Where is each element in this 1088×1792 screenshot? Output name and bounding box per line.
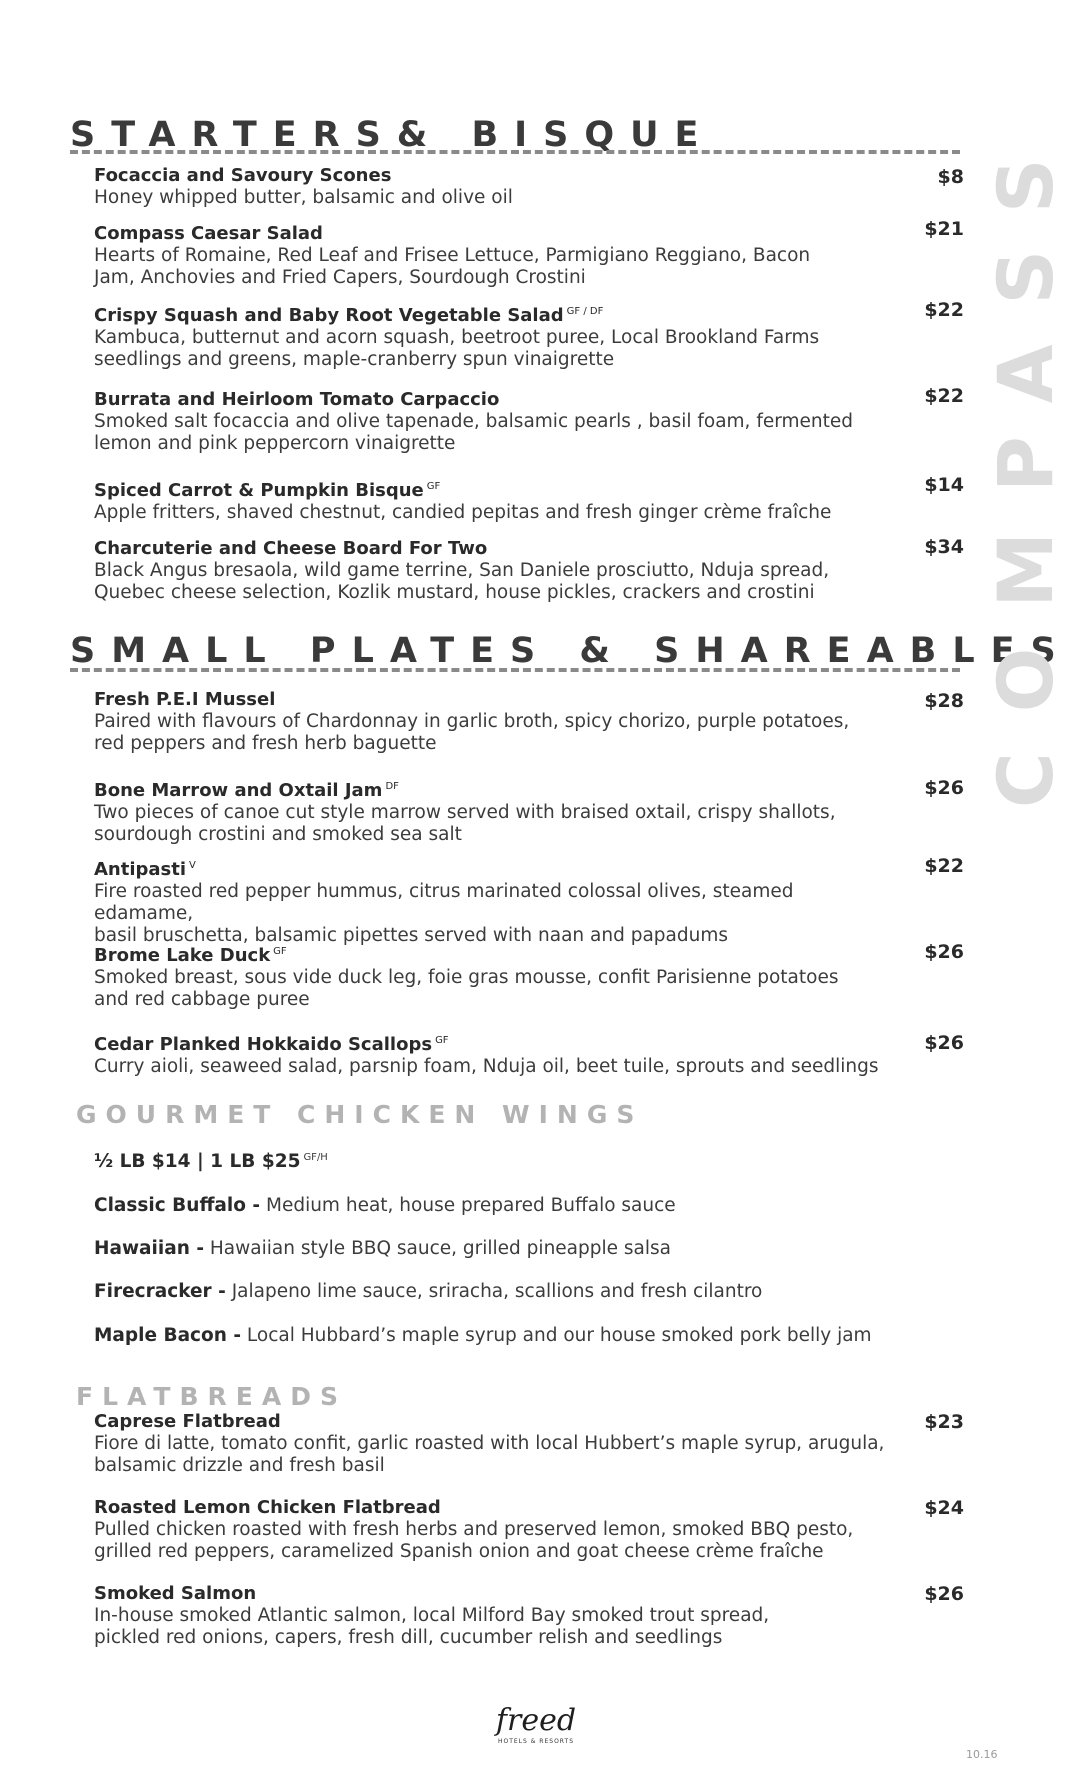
item-price: $26 <box>924 941 964 963</box>
item-description: Black Angus bresaola, wild game terrine, San Daniele prosciutto, Nduja spread, Quebec cheese selection, Kozlik mustard, house pickles, crackers and crostini <box>94 560 830 603</box>
item-price: $14 <box>924 474 964 496</box>
section-title-wings: GOURMET CHICKEN WINGS <box>76 1100 644 1129</box>
wing-flavour: Classic Buffalo - Medium heat, house prepared Buffalo sauce <box>94 1195 676 1216</box>
wings-pricing: ½ LB $14 | 1 LB $25 $^{GF/H}$ <box>94 1151 328 1172</box>
item-price: $22 <box>924 299 964 321</box>
item-name: Antipasti $^V$ <box>94 859 196 880</box>
item-name: Charcuterie and Cheese Board For Two <box>94 538 488 559</box>
item-name: Smoked Salmon <box>94 1583 257 1604</box>
item-description: Pulled chicken roasted with fresh herbs and preserved lemon, smoked BBQ pesto, grilled red peppers, caramelized Spanish onion and goat cheese crème fraîche <box>94 1519 854 1562</box>
item-name: Cedar Planked Hokkaido Scallops $^{GF}$ <box>94 1034 449 1055</box>
item-name: Brome Lake Duck $^{GF}$ <box>94 945 287 966</box>
item-name: Roasted Lemon Chicken Flatbread <box>94 1497 441 1518</box>
item-price: $26 <box>924 1583 964 1605</box>
dietary-tag: GF <box>426 481 441 492</box>
item-price: $24 <box>924 1497 964 1519</box>
item-price: $34 <box>924 536 964 558</box>
menu-item <box>94 301 894 371</box>
menu-item <box>94 855 894 947</box>
item-description: Fiore di latte, tomato confit, garlic roasted with local Hubbert’s maple syrup, arugula, balsamic drizzle and fresh basil <box>94 1433 885 1476</box>
menu-item <box>94 223 894 289</box>
menu-version-code: 10.16 <box>966 1748 998 1761</box>
item-name: Bone Marrow and Oxtail Jam $^{DF}$ <box>94 780 399 801</box>
menu-item <box>94 1030 894 1078</box>
freed-logo <box>466 1703 606 1745</box>
menu-item <box>94 389 894 455</box>
item-price: $8 <box>937 166 964 188</box>
section-title-flatbreads: FLATBREADS <box>76 1382 347 1411</box>
logo-subtitle: HOTELS & RESORTS <box>497 1738 575 1745</box>
menu-item <box>94 165 894 209</box>
item-description: Hearts of Romaine, Red Leaf and Frisee Lettuce, Parmigiano Reggiano, Bacon Jam, Anchovies and Fried Capers, Sourdough Crostini <box>94 245 811 288</box>
item-description: In-house smoked Atlantic salmon, local Milford Bay smoked trout spread, pickled red onions, capers, fresh dill, cucumber relish and seedlings <box>94 1605 770 1648</box>
wing-flavour: Hawaiian - Hawaiian style BBQ sauce, grilled pineapple salsa <box>94 1238 671 1259</box>
logo-word: freed <box>495 1703 577 1738</box>
item-price: $23 <box>924 1411 964 1433</box>
wing-flavour: Firecracker - Jalapeno lime sauce, sriracha, scallions and fresh cilantro <box>94 1281 763 1302</box>
dietary-tag: GF / DF <box>566 306 604 317</box>
wing-flavour: Maple Bacon - Local Hubbard’s maple syrup and our house smoked pork belly jam <box>94 1325 872 1346</box>
item-description: Honey whipped butter, balsamic and olive oil <box>94 187 513 208</box>
item-description: Smoked breast, sous vide duck leg, foie gras mousse, confit Parisienne potatoes and red cabbage puree <box>94 967 839 1010</box>
item-price: $22 <box>924 385 964 407</box>
item-description: Curry aioli, seaweed salad, parsnip foam, Nduja oil, beet tuile, sprouts and seedlings <box>94 1056 879 1077</box>
item-name: Burrata and Heirloom Tomato Carpaccio <box>94 389 500 410</box>
item-price: $26 <box>924 1032 964 1054</box>
item-description: Fire roasted red pepper hummus, citrus marinated colossal olives, steamed edamame, basil bruschetta, balsamic pipettes served with naan and papadums <box>94 881 794 946</box>
dietary-tag: V <box>189 860 196 871</box>
item-name: Caprese Flatbread <box>94 1411 281 1432</box>
section-title-starters: STARTERS& BISQUE <box>70 115 715 155</box>
menu-item <box>94 776 894 846</box>
item-description: Smoked salt focaccia and olive tapenade, balsamic pearls , basil foam, fermented lemon and pink peppercorn vinaigrette <box>94 411 853 454</box>
item-name: Focaccia and Savoury Scones <box>94 165 392 186</box>
item-price: $22 <box>924 855 964 877</box>
item-description: Apple fritters, shaved chestnut, candied pepitas and fresh ginger crème fraîche <box>94 502 832 523</box>
menu-item <box>94 1583 894 1649</box>
item-name: Fresh P.E.I Mussel <box>94 689 276 710</box>
item-description: Paired with flavours of Chardonnay in garlic broth, spicy chorizo, purple potatoes, red peppers and fresh herb baguette <box>94 711 850 754</box>
menu-item <box>94 941 894 1011</box>
section-title-small-plates: SMALL PLATES & SHAREABLES <box>70 631 1072 671</box>
item-description: Two pieces of canoe cut style marrow served with braised oxtail, crispy shallots, sourdough crostini and smoked sea salt <box>94 802 836 845</box>
item-name: Crispy Squash and Baby Root Vegetable Salad $^{GF / DF}$ <box>94 305 604 326</box>
item-price: $21 <box>924 218 964 240</box>
menu-item <box>94 538 894 604</box>
dietary-tag: GF/H <box>303 1151 328 1163</box>
item-name: Compass Caesar Salad <box>94 223 323 244</box>
dietary-tag: GF <box>435 1035 449 1046</box>
menu-item <box>94 1497 894 1563</box>
dietary-tag: GF <box>273 946 287 957</box>
dietary-tag: DF <box>385 781 399 792</box>
menu-item <box>94 476 894 524</box>
item-description: Kambuca, butternut and acorn squash, beetroot puree, Local Brookland Farms seedlings and greens, maple-cranberry spun vinaigrette <box>94 327 820 370</box>
item-price: $28 <box>924 690 964 712</box>
menu-item <box>94 1411 894 1477</box>
section-divider <box>70 668 960 672</box>
compass-vertical-wordmark: COMPASS <box>981 118 1070 808</box>
section-divider <box>70 150 960 154</box>
item-name: Spiced Carrot & Pumpkin Bisque $^{GF}$ <box>94 480 441 501</box>
item-price: $26 <box>924 777 964 799</box>
menu-item <box>94 689 894 755</box>
